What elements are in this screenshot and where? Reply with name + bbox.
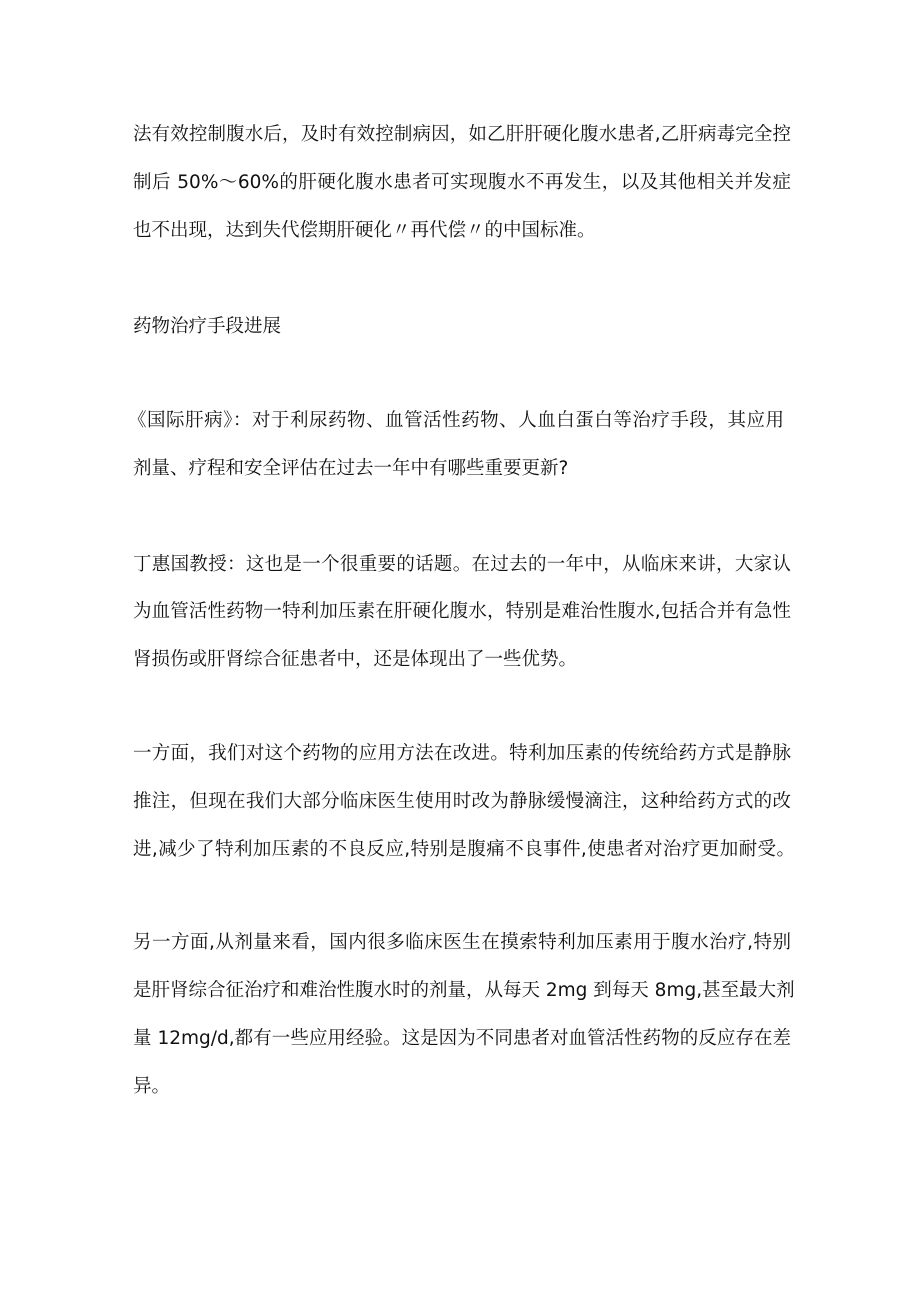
text-line: 丁惠国教授：这也是一个很重要的话题。在过去的一年中，从临床来讲，大家认 — [133, 554, 791, 575]
text-line: 法有效控制腹水后，及时有效控制病因，如乙肝肝硬化腹水患者,乙肝病毒完全控 — [133, 124, 791, 145]
text-line: 《国际肝病》：对于利尿药物、血管活性药物、人血白蛋白等治疗手段，其应用 — [128, 410, 784, 431]
text-line: 一方面，我们对这个药物的应用方法在改进。特利加压素的传统给药方式是静脉 — [133, 743, 791, 764]
text-line: 是肝肾综合征治疗和难治性腹水时的剂量，从每天 2mg 到每天 8mg,甚至最大剂 — [133, 980, 795, 1001]
text-line: 也不出现，达到失代偿期肝硬化〃再代偿〃的中国标准。 — [133, 220, 596, 241]
heading-text: 药物治疗手段进展 — [133, 316, 282, 337]
text-line: 制后 50%～60%的肝硬化腹水患者可实现腹水不再发生，以及其他相关并发症 — [133, 172, 791, 193]
text-line: 另一方面,从剂量来看，国内很多临床医生在摸索特利加压素用于腹水治疗,特别 — [133, 932, 791, 953]
text-line: 为血管活性药物一特利加压素在肝硬化腹水，特别是难治性腹水,包括合并有急性 — [133, 601, 791, 622]
text-line: 量 12mg/d,都有一些应用经验。这是因为不同患者对血管活性药物的反应存在差 — [133, 1028, 791, 1049]
text-line: 异。 — [133, 1076, 171, 1097]
text-line: 剂量、疗程和安全评估在过去一年中有哪些重要更新? — [133, 458, 569, 479]
text-line: 进,减少了特利加压素的不良反应,特别是腹痛不良事件,使患者对治疗更加耐受。 — [133, 839, 795, 860]
text-line: 肾损伤或肝肾综合征患者中，还是体现出了一些优势。 — [133, 649, 578, 670]
text-line: 推注，但现在我们大部分临床医生使用时改为静脉缓慢滴注，这种给药方式的改 — [133, 791, 791, 812]
